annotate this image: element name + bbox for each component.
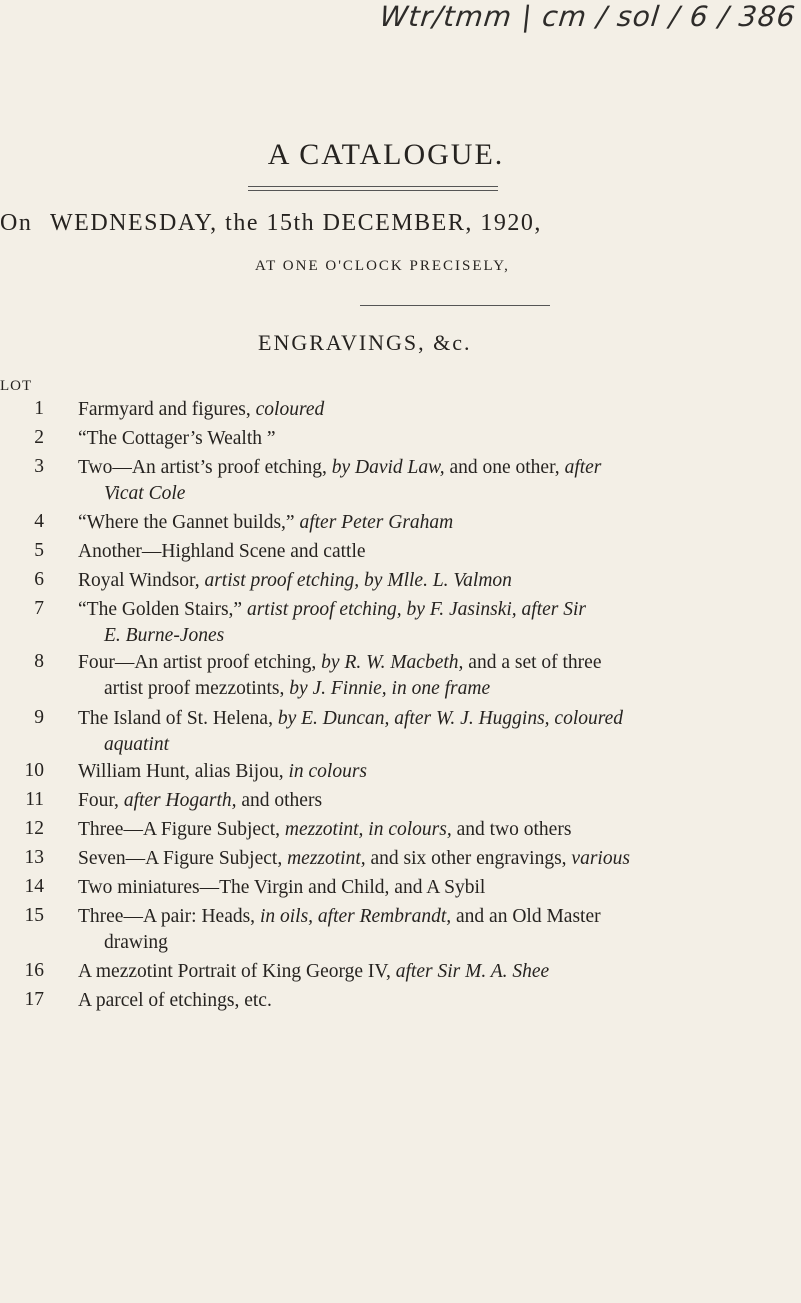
- lot-description: Royal Windsor, artist proof etching, by Mlle. L. Valmon: [78, 570, 512, 591]
- lot-number: 3: [34, 456, 44, 477]
- handwritten-note: Wtr/tmm | cm / sol / 6 / 386: [378, 0, 798, 33]
- lot-description: “The Cottager’s Wealth ”: [78, 428, 276, 449]
- lot-number: 9: [34, 707, 44, 728]
- lot-description: The Island of St. Helena, by E. Duncan, after W. J. Huggins, coloured: [78, 708, 624, 729]
- lot-description: Two miniatures—The Virgin and Child, and A Sybil: [78, 877, 486, 898]
- catalogue-title: A CATALOGUE.: [267, 138, 505, 171]
- lot-description: “The Golden Stairs,” artist proof etching, by F. Jasinski, after Sir: [78, 599, 587, 620]
- title-rule-bottom: [248, 190, 498, 191]
- lot-number: 8: [34, 651, 44, 672]
- lot-description: Seven—A Figure Subject, mezzotint, and six other engravings, various: [78, 848, 630, 869]
- lot-number: 15: [24, 905, 44, 926]
- lot-description: Three—A pair: Heads, in oils, after Rembrandt, and an Old Master: [78, 906, 601, 927]
- lot-description: Two—An artist’s proof etching, by David Law, and one other, after: [78, 457, 602, 478]
- lot-number: 17: [24, 989, 44, 1010]
- lot-description: “Where the Gannet builds,” after Peter Graham: [78, 512, 454, 533]
- lot-number: 12: [24, 818, 44, 839]
- lot-description-continued: aquatint: [104, 734, 170, 755]
- on-label: On: [0, 210, 33, 236]
- lot-description: A parcel of etchings, etc.: [78, 990, 272, 1011]
- lot-description-continued: E. Burne-Jones: [104, 625, 225, 646]
- lot-description: A mezzotint Portrait of King George IV, after Sir M. A. Shee: [78, 961, 550, 982]
- lot-description: Four, after Hogarth, and others: [78, 790, 323, 811]
- title-rule-top: [248, 186, 498, 187]
- lot-description-continued: drawing: [104, 932, 168, 953]
- lot-number: 13: [24, 847, 44, 868]
- time-rule: [360, 305, 550, 306]
- lot-number: 4: [34, 511, 44, 532]
- lot-number: 1: [34, 398, 44, 419]
- lot-description-continued: Vicat Cole: [104, 483, 186, 504]
- lot-number: 16: [24, 960, 44, 981]
- lot-description: William Hunt, alias Bijou, in colours: [78, 761, 367, 782]
- lot-number: 5: [34, 540, 44, 561]
- lot-number: 14: [24, 876, 44, 897]
- sale-date-line: [0, 210, 542, 237]
- lot-description: Four—An artist proof etching, by R. W. Macbeth, and a set of three: [78, 652, 602, 673]
- lot-number: 11: [25, 789, 44, 810]
- lot-number: 2: [34, 427, 44, 448]
- lot-description-continued: artist proof mezzotints, by J. Finnie, in one frame: [104, 678, 491, 699]
- sale-date: WEDNESDAY, the 15th DECEMBER, 1920,: [50, 210, 542, 236]
- lot-number: 6: [34, 569, 44, 590]
- lot-number: 10: [24, 760, 44, 781]
- lot-column-label: LOT: [0, 378, 33, 394]
- sale-time: AT ONE O'CLOCK PRECISELY,: [255, 258, 510, 274]
- lot-description: Three—A Figure Subject, mezzotint, in colours, and two others: [78, 819, 572, 840]
- lot-description: Farmyard and figures, coloured: [78, 399, 325, 420]
- section-heading: ENGRAVINGS, &c.: [258, 330, 472, 355]
- lot-number: 7: [34, 598, 44, 619]
- lot-description: Another—Highland Scene and cattle: [78, 541, 366, 562]
